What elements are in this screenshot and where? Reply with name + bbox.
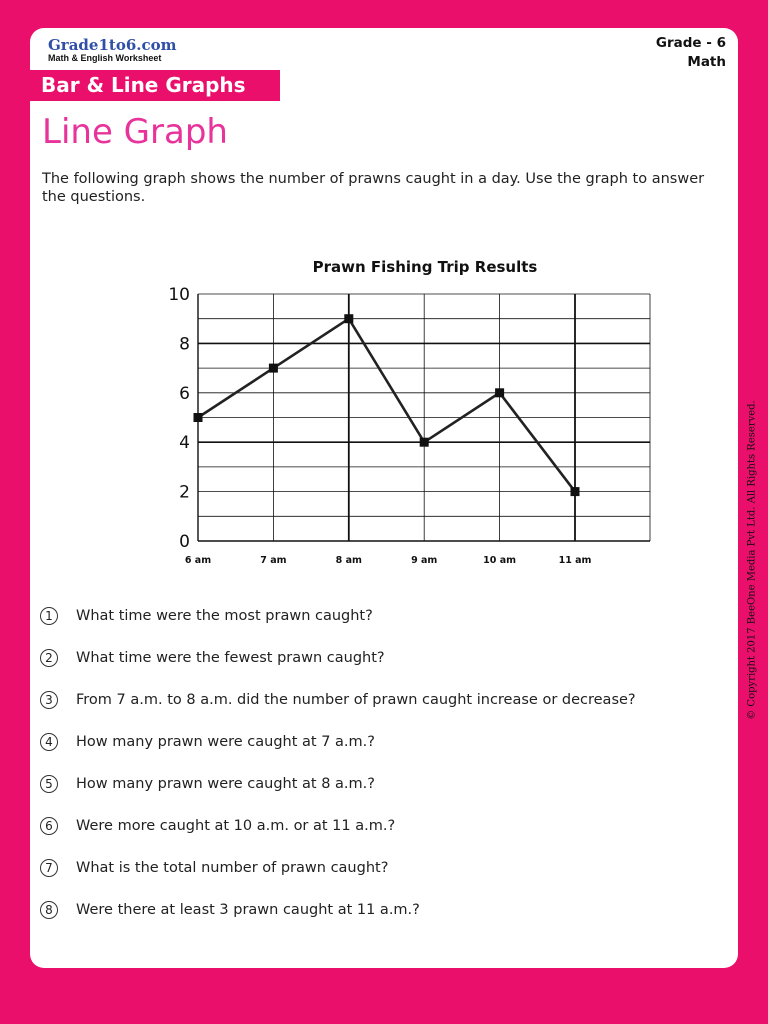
question-number-badge: 3 bbox=[40, 691, 58, 709]
question-item bbox=[40, 646, 385, 670]
data-point-marker bbox=[344, 314, 353, 323]
y-tick-label: 4 bbox=[179, 433, 190, 454]
y-tick-label: 0 bbox=[179, 532, 190, 552]
question-item bbox=[40, 772, 375, 796]
x-tick-label: 7 am bbox=[260, 555, 287, 566]
question-number-badge: 5 bbox=[40, 775, 58, 793]
data-point-marker bbox=[495, 388, 504, 397]
data-point-marker bbox=[194, 413, 203, 422]
question-item bbox=[40, 814, 395, 838]
topic-banner: Bar & Line Graphs bbox=[30, 70, 280, 101]
x-tick-label: 10 am bbox=[483, 555, 517, 566]
page-title: Line Graph bbox=[42, 112, 228, 152]
question-text: How many prawn were caught at 7 a.m.? bbox=[76, 734, 375, 750]
question-item bbox=[40, 730, 375, 754]
question-text: From 7 a.m. to 8 a.m. did the number of prawn caught increase or decrease? bbox=[76, 692, 636, 708]
question-number-badge: 8 bbox=[40, 901, 58, 919]
question-text: Were more caught at 10 a.m. or at 11 a.m.? bbox=[76, 818, 396, 834]
question-item bbox=[40, 898, 420, 922]
site-logo[interactable]: Grade1to6.com bbox=[48, 36, 177, 54]
y-tick-label: 6 bbox=[179, 383, 190, 404]
question-number-badge: 6 bbox=[40, 817, 58, 835]
question-number-badge: 4 bbox=[40, 733, 58, 751]
question-number-badge: 7 bbox=[40, 859, 58, 877]
question-text: What time were the fewest prawn caught? bbox=[76, 650, 385, 666]
question-text: What time were the most prawn caught? bbox=[76, 608, 373, 624]
question-item bbox=[40, 688, 636, 712]
question-number-badge: 2 bbox=[40, 649, 58, 667]
question-text: What is the total number of prawn caught? bbox=[76, 860, 389, 876]
y-tick-label: 2 bbox=[179, 482, 190, 503]
question-item bbox=[40, 856, 388, 880]
x-tick-label: 8 am bbox=[335, 555, 362, 566]
question-text: Were there at least 3 prawn caught at 11 a.m.? bbox=[76, 902, 420, 918]
x-tick-label: 11 am bbox=[558, 555, 592, 566]
site-tagline: Math & English Worksheet bbox=[48, 53, 162, 63]
copyright-text: © Copyright 2017 BeeOne Media Pvt Ltd. All Rights Reserved. bbox=[746, 400, 758, 720]
chart-title: Prawn Fishing Trip Results bbox=[312, 258, 538, 276]
intro-text: The following graph shows the number of prawns caught in a day. Use the graph to answer the questions. bbox=[42, 171, 705, 205]
x-tick-label: 9 am bbox=[411, 555, 438, 566]
question-item bbox=[40, 604, 373, 628]
copyright-notice bbox=[745, 400, 759, 720]
question-number-badge: 1 bbox=[40, 607, 58, 625]
grade-text: Grade - 6 bbox=[655, 35, 726, 51]
question-text: How many prawn were caught at 8 a.m.? bbox=[76, 776, 375, 792]
series-line bbox=[198, 319, 575, 492]
x-tick-label: 6 am bbox=[184, 555, 212, 566]
y-tick-label: 8 bbox=[179, 334, 190, 355]
data-point-marker bbox=[269, 364, 278, 373]
y-tick-label: 10 bbox=[168, 285, 190, 305]
subject-text: Math bbox=[687, 54, 726, 70]
data-point-marker bbox=[571, 487, 580, 496]
data-point-marker bbox=[420, 438, 429, 447]
